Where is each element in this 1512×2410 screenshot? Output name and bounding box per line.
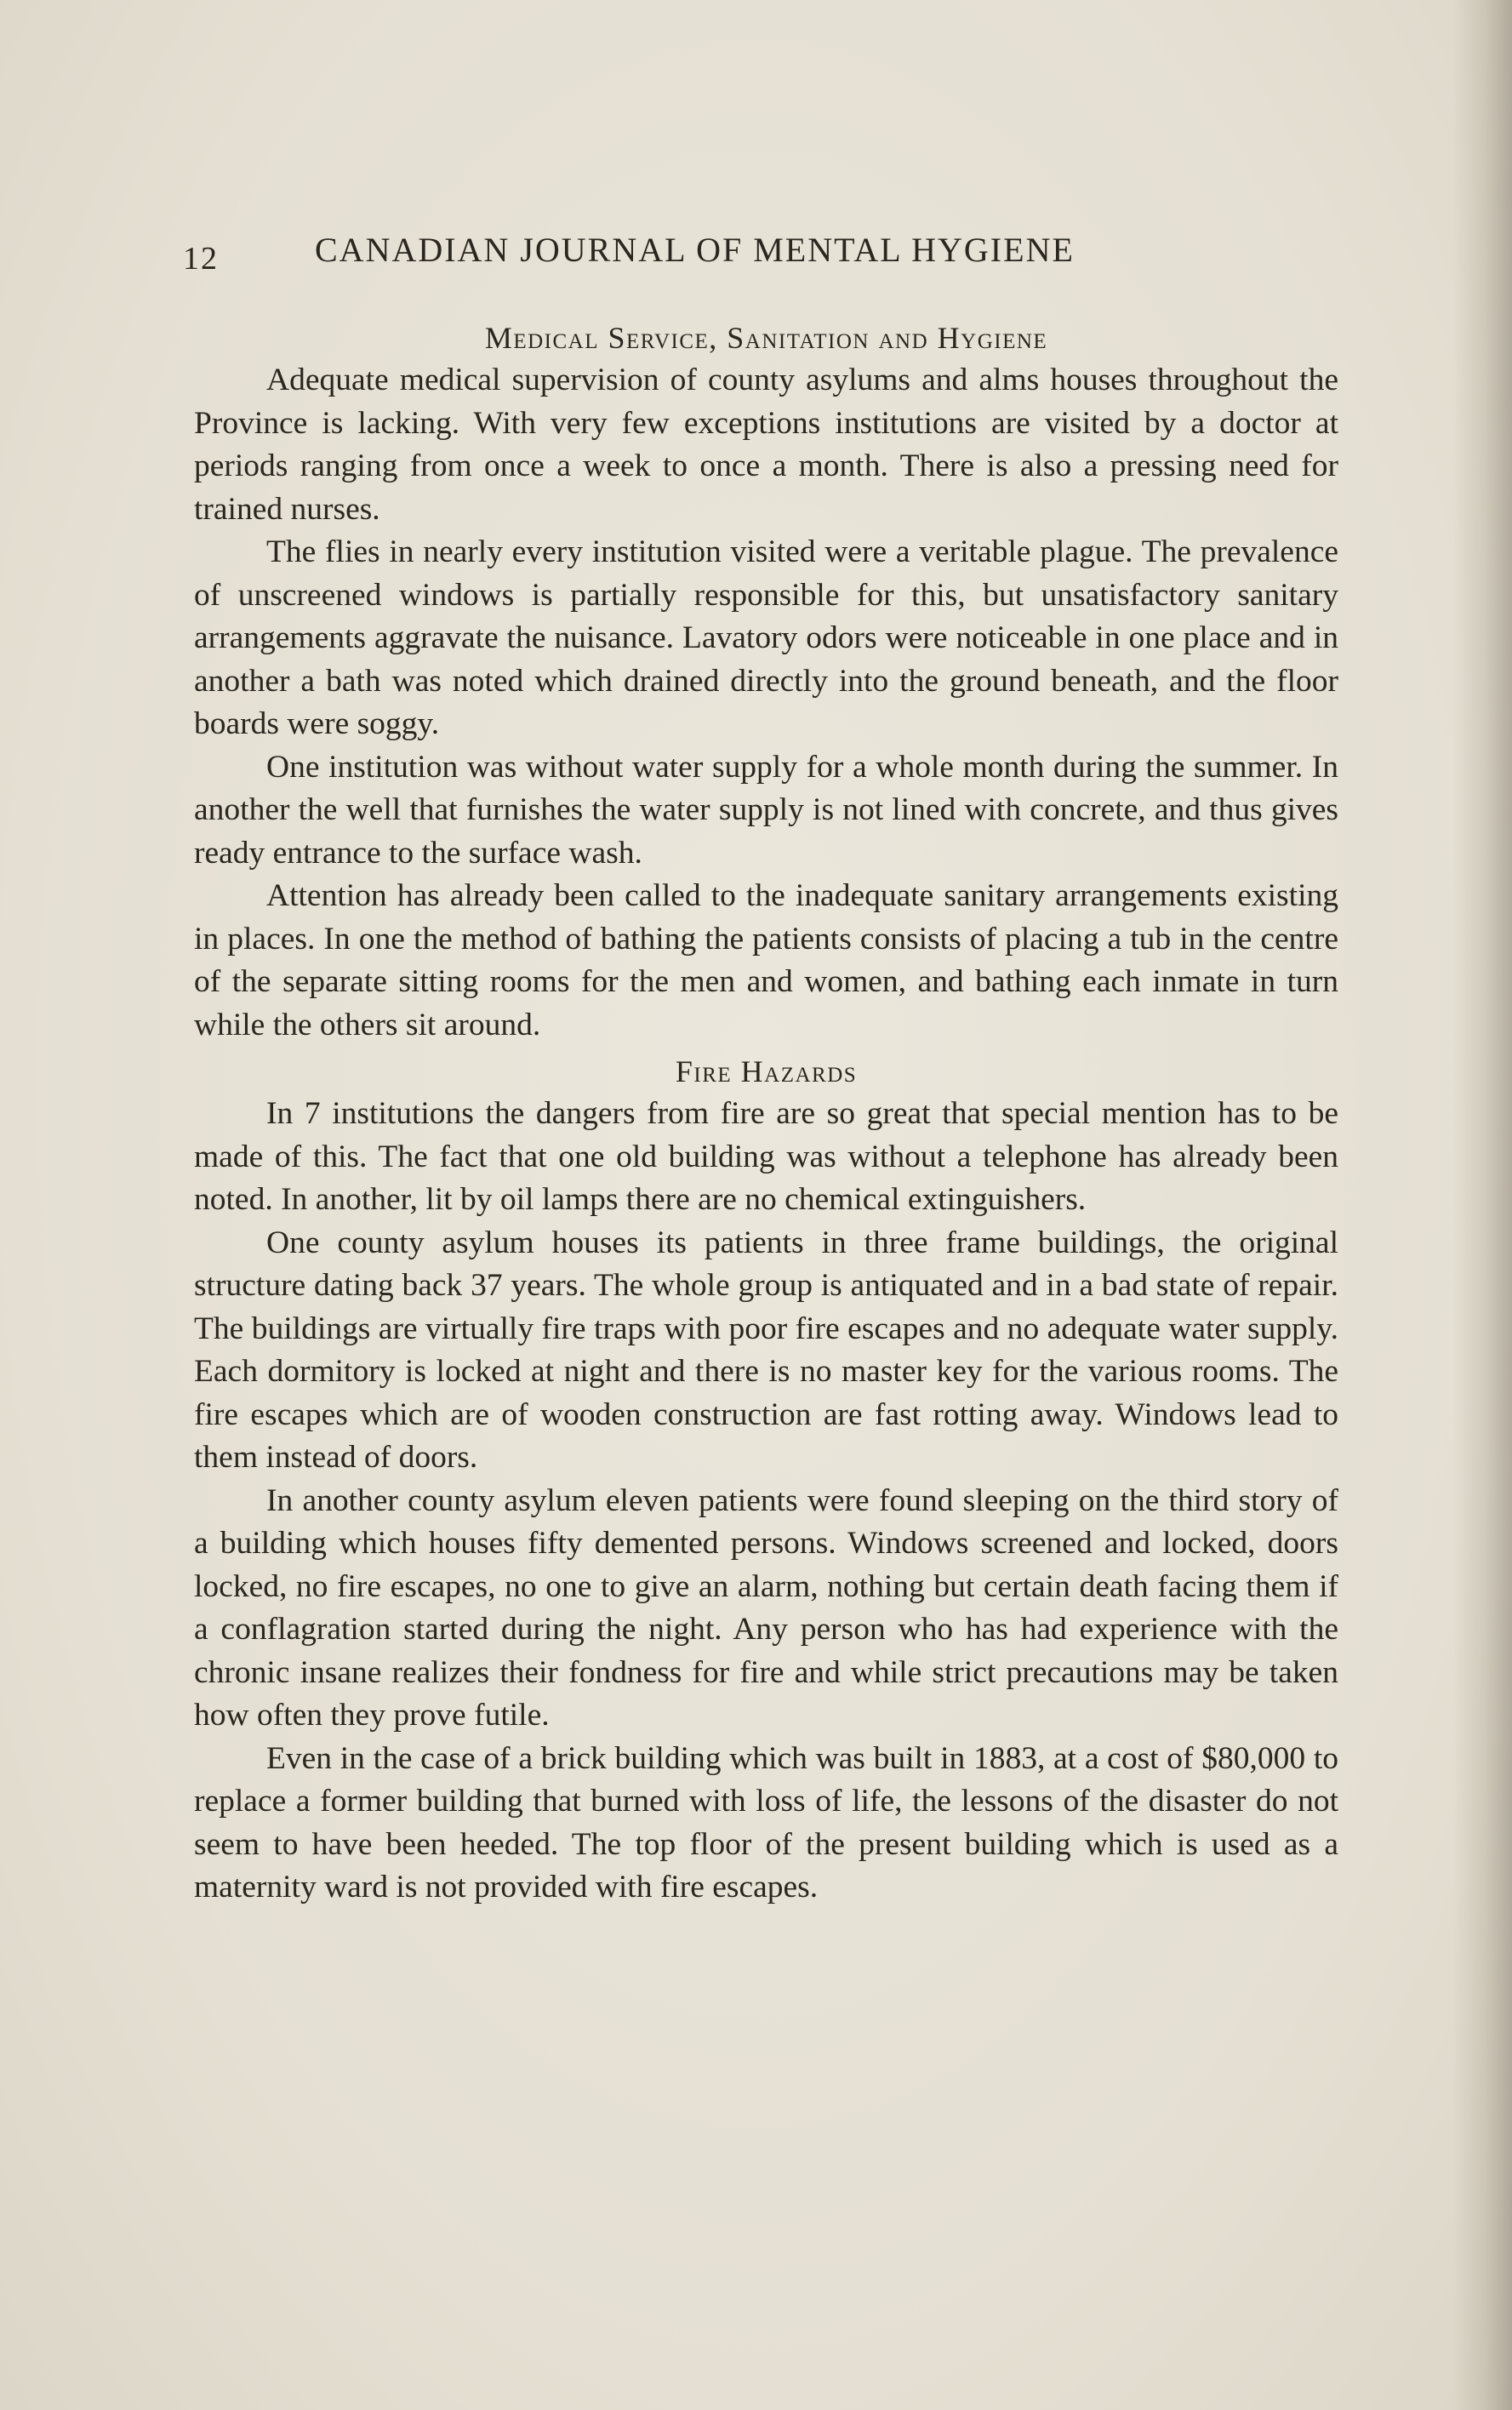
- paragraph: Even in the case of a brick building which was built in 1883, at a cost of $80,000 to replace a former building that burned with loss of life, the lessons of the disaster do not seem to have been heeded. The top floor of the present building which is used as a maternity ward is not provided with fire escapes.: [194, 1740, 1338, 1905]
- paragraph: Adequate medical supervision of county asylums and alms houses throughout the Province is lacking. With very few exceptions institutions are visited by a doctor at periods ranging from once a week to once a month. There is also a pressing need for trained nurses.: [194, 363, 1338, 527]
- paragraph: Attention has already been called to the inadequate sanitary arrangements existing in places. In one the method of bathing the patients consists of placing a tub in the centre of the separate sitting rooms for the men and women, and bathing each inmate in turn while the others sit around.: [194, 878, 1338, 1042]
- running-header: [183, 230, 1212, 281]
- paragraph: In 7 institutions the dangers from fire are so great that special mention has to be made of this. The fact that one old building was without a telephone has already been noted. In another, lit by oil lamps there are no chemical extinguishers.: [194, 1096, 1338, 1217]
- paragraph: The flies in nearly every institution visited were a veritable plague. The prevalence of unscreened windows is partially responsible for this, but unsatisfactory sanitary arrangements aggravate the nuisance. Lavatory odors were noticeable in one place and in another a bath was noted which drained directly into the ground beneath, and the floor boards were soggy.: [194, 534, 1338, 741]
- page-number: 12: [183, 241, 219, 277]
- paragraph: One institution was without water supply for a whole month during the summer. In another the well that furnishes the water supply is not lined with concrete, and thus gives ready entrance to the surface wash.: [194, 749, 1338, 871]
- paragraph: In another county asylum eleven patients were found sleeping on the third story of a building which houses fifty demented persons. Windows screened and locked, doors locked, no fire escapes, no one to give an alarm, nothing but certain death facing them if a conflagration started during the night. Any person who has had experience with the chronic insane realizes their fondness for fire and while strict precautions may be taken how often they prove futile.: [194, 1482, 1338, 1733]
- paragraph: One county asylum houses its patients in three frame buildings, the original structure dating back 37 years. The whole group is antiquated and in a bad state of repair. The buildings are virtually fire traps with poor fire escapes and no adequate water supply. Each dormitory is locked at night and there is no master key for the various rooms. The fire escapes which are of wooden construction are fast rotting away. Windows lead to them instead of doors.: [194, 1225, 1338, 1475]
- section-heading-medical: Medical Service, Sanitation and Hygiene: [484, 321, 1048, 355]
- page-edge-shadow: [1452, 0, 1512, 2410]
- section-heading-fire: Fire Hazards: [675, 1054, 858, 1088]
- journal-title: CANADIAN JOURNAL OF MENTAL HYGIENE: [315, 231, 1075, 269]
- article-body: [194, 317, 1338, 1910]
